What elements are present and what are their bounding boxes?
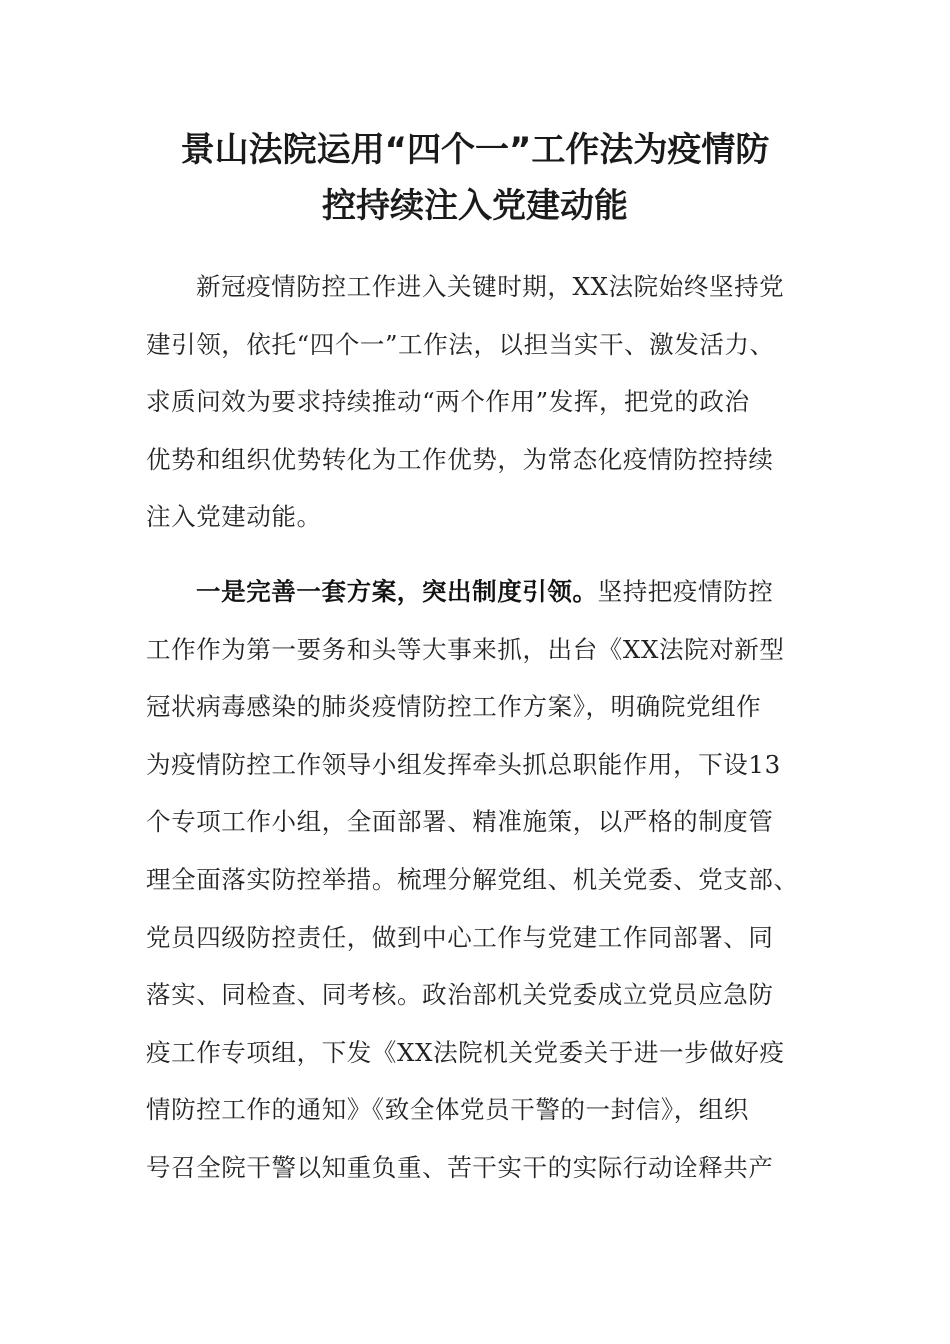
text-line: 为疫情防控工作领导小组发挥牵头抓总职能作用，下设13 [146,749,781,779]
section-lead-heading: 一是完善一套方案，突出制度引领。 [196,577,598,606]
title-line: 景山法院运用“四个一”工作法为疫情防 [180,130,770,170]
document-title [140,122,810,234]
text-line: 新冠疫情防控工作进入关键时期，XX法院始终坚持党 [196,272,785,301]
text-line [146,563,806,621]
text-line: 落实、同检查、同考核。政治部机关党委成立党员应急防 [146,980,774,1010]
text-line: 建引领，依托“四个一”工作法，以担当实干、激发活力、 [146,329,775,359]
text-line: 求质问效为要求持续推动“两个作用”发挥，把党的政治 [146,387,750,417]
text-line: 疫工作专项组，下发《XX法院机关党委关于进一步做好疫 [146,1037,785,1067]
text-line: 优势和组织优势转化为工作优势，为常态化疫情防控持续 [146,444,774,474]
text-line-rest: 坚持把疫情防控 [597,577,774,606]
text-line: 号召全院干警以知重负重、苦干实干的实际行动诠释共产 [146,1152,774,1182]
text-line: 注入党建动能。 [146,502,322,532]
text-line: 个专项工作小组，全面部署、精准施策，以严格的制度管 [146,807,774,837]
text-line: 党员四级防控责任，做到中心工作与党建工作同部署、同 [146,922,774,952]
intro-paragraph [146,258,806,546]
text-line: 理全面落实防控举措。梳理分解党组、机关党委、党支部、 [146,864,799,894]
text-line: 冠状病毒感染的肺炎疫情防控工作方案》，明确院党组作 [146,692,762,722]
section-paragraph [146,563,806,1197]
text-line: 工作作为第一要务和头等大事来抓，出台《XX法院对新型 [146,634,785,664]
text-line: 情防控工作的通知》《致全体党员干警的一封信》，组织 [146,1095,749,1125]
title-line: 控持续注入党建动能 [322,186,628,226]
